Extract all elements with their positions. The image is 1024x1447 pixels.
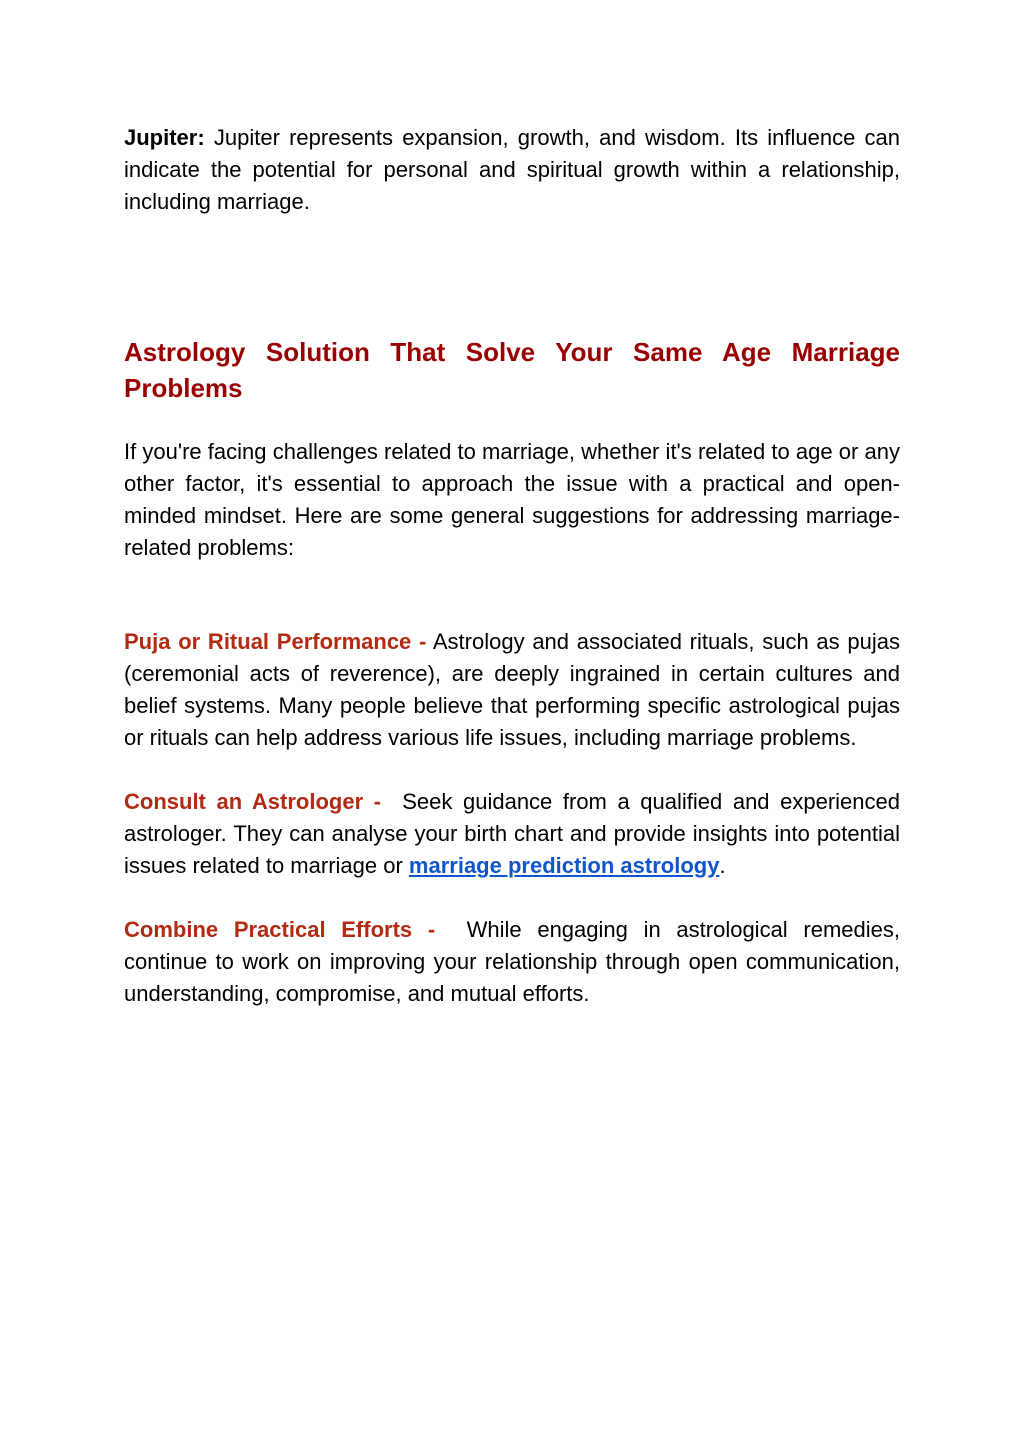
puja-lead: Puja or Ritual Performance - — [124, 629, 427, 654]
consult-after: . — [719, 853, 726, 878]
intro-paragraph: If you're facing challenges related to marriage, whether it's related to age or any other factor, it's essential to approach the issue with a practical and open-minded mindset. Here are some general suggestions for addressing marriage-related problems: — [124, 439, 900, 560]
section-heading: Astrology Solution That Solve Your Same Age Marriage Problems — [124, 337, 900, 403]
marriage-prediction-link[interactable]: marriage prediction astrology — [408, 853, 720, 878]
document-page — [124, 118, 907, 1010]
combine-text: While engaging in astrological remedies, continue to work on improving your relationship through open communication, understanding, compromise, and mutual efforts. — [124, 917, 907, 1006]
combine-lead: Combine Practical Efforts - — [124, 917, 436, 942]
consult-lead: Consult an Astrologer - — [124, 789, 382, 814]
jupiter-text: Jupiter represents expansion, growth, and wisdom. Its influence can indicate the potential for personal and spiritual growth within a relationship, including marriage. — [124, 125, 900, 214]
jupiter-label: Jupiter: — [124, 125, 205, 150]
jupiter-paragraph — [124, 122, 900, 218]
puja-text: Astrology and associated rituals, such as pujas (ceremonial acts of reverence), are deeply ingrained in certain cultures and belief systems. Many people believe that performing specific astrological pujas or rituals can help address various life issues, including marriage problems. — [124, 629, 900, 750]
consult-paragraph — [124, 786, 907, 882]
puja-paragraph — [124, 626, 900, 754]
combine-paragraph — [124, 914, 907, 1010]
consult-text: Seek guidance from a qualified and experienced astrologer. They can analyse your birth chart and provide insights into potential issues related to marriage or — [124, 789, 907, 878]
